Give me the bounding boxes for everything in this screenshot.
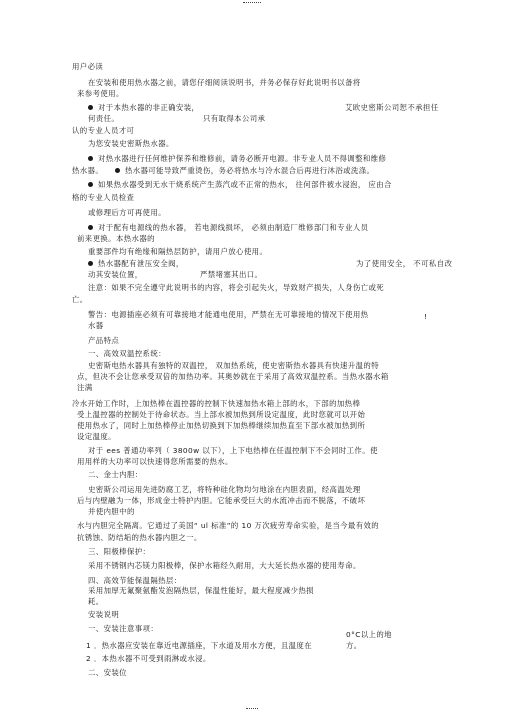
text-line-l15 — [88, 209, 166, 216]
text-line-l18 — [88, 248, 267, 255]
text-line-l39 — [88, 486, 361, 493]
line-text: 注满 — [77, 383, 93, 392]
line-text: 后与内壁融为一体，形成金士特护内胆。它能承受巨大的水流冲击而不脱落，不破坏 — [77, 496, 366, 505]
text-line-l50 — [88, 625, 158, 632]
text-line-l02 — [88, 79, 361, 86]
text-line-l40 — [77, 497, 365, 504]
text-line-l33 — [77, 411, 365, 418]
line-text: 为了使用安全， 不可私自改 — [356, 259, 453, 268]
line-text: 热水器可能导致严重烫伤，务必将热水与冷水混合后再进行沐浴或洗涤。 — [125, 166, 375, 175]
line-text: 用用样的大功率可以快速得您所需要的热水。 — [77, 457, 233, 466]
line-text: 热水器。 — [72, 166, 104, 175]
line-text: 史密斯电热水器具有独特的双温控， 双加热系统，使史密斯热水器具有快速升温的特 — [88, 361, 380, 370]
bullet-icon — [88, 261, 93, 266]
line-text: 采用加厚无氟聚氨酯发泡隔热层，保温性能好，最大程度减少热损 — [88, 586, 314, 595]
line-text: 史密斯公司运用先进防腐工艺，将特种硅化物均匀地涂在内胆表面，经高温处理 — [88, 485, 361, 494]
line-text: 一、安装注意事项： — [88, 624, 159, 633]
text-line-l04 — [88, 104, 199, 111]
line-text: 对于本热水器的非正确安装， — [98, 103, 200, 112]
line-text: 二、安装位 — [88, 668, 127, 677]
line-text: 水器 — [88, 321, 104, 330]
text-line-l41 — [88, 508, 135, 515]
line-text: 只有取得本公司承 — [203, 114, 266, 123]
line-text: 冷水开始工作时，上加热棒在温控器的控制下快速加热水箱上部的水，下部的加热棒 — [72, 399, 361, 408]
text-line-l29 — [88, 362, 379, 369]
line-text: 用户必读 — [72, 62, 104, 71]
line-text: 来参考使用。 — [77, 89, 124, 98]
line-text: 何责任。 — [88, 114, 120, 123]
text-line-l45 — [88, 562, 361, 569]
text-line-l07 — [203, 115, 265, 122]
line-text: 注意：如果不完全遵守此说明书的内容，将会引起失火，导致财产损失，人身伤亡或死 — [88, 283, 385, 292]
text-line-l13 — [88, 181, 392, 188]
line-text: 三、阳极棒保护： — [88, 547, 151, 556]
line-text: 设定温度。 — [77, 432, 116, 441]
bullet-icon — [88, 156, 93, 161]
text-line-l48 — [88, 598, 104, 605]
text-line-l52 — [86, 642, 312, 649]
text-line-l31 — [77, 384, 93, 391]
text-line-l17 — [77, 235, 155, 242]
line-text: 格的专业人员检查 — [72, 193, 135, 202]
line-text: 1 ．热水器应安装在靠近电源插座，下水道及用水方便，且温度在 — [86, 641, 312, 650]
text-line-l42 — [77, 522, 379, 529]
text-line-l22 — [200, 271, 262, 278]
line-text: 抗锈蚀、防结垢的热水器内胆之一。 — [77, 533, 202, 542]
line-text: 对于 ees 普通功率列（ 3800w 以下），上下电热棒在任温控制下不会同时工作。使 — [88, 446, 378, 455]
text-line-l34 — [77, 422, 365, 429]
bullet-icon — [115, 168, 120, 173]
text-line-l51 — [346, 631, 392, 638]
text-line-l21 — [88, 271, 143, 278]
line-text: 警告：电源插座必须有可靠接地才能通电使用，严禁在无可靠接地的情况下使用热 — [88, 310, 369, 319]
text-line-l53 — [346, 642, 362, 649]
text-line-l16 — [88, 224, 368, 231]
text-line-l27 — [88, 337, 119, 344]
text-line-l54 — [86, 655, 211, 662]
text-line-l26 — [88, 322, 104, 329]
line-text: 产品特点 — [88, 336, 120, 345]
line-text: 热水器配有泄压安全阀， — [98, 259, 184, 268]
line-text: 艾欧史密斯公司恕不承担任 — [345, 103, 439, 112]
line-text: 方。 — [346, 641, 362, 650]
bullet-icon — [88, 105, 93, 110]
line-text: 耗。 — [88, 597, 104, 606]
line-text: 在安装和使用热水器之前，请您仔细阅读说明书，并务必保存好此说明书以备将 — [88, 78, 361, 87]
line-text: 0°C以上的地 — [346, 630, 392, 639]
text-line-l30 — [77, 373, 389, 380]
line-text: 并使内胆中的 — [88, 507, 135, 516]
text-line-l32 — [72, 400, 360, 407]
text-line-l25 — [88, 311, 368, 318]
text-line-l06 — [88, 115, 119, 122]
line-text: 2 ．本热水器不可受到雨淋或水浸。 — [86, 654, 211, 663]
line-text: 或修理后方可再使用。 — [88, 208, 166, 217]
line-text: 使用热水了，同时上加热棒停止加热切换到下加热棒继续加热直至下部水被加热到所 — [77, 421, 366, 430]
text-line-l12 — [115, 167, 374, 174]
text-line-l35 — [77, 433, 116, 440]
line-text: 严禁堵塞其出口。 — [200, 270, 263, 279]
text-line-l36 — [88, 447, 378, 454]
line-text: 为您安装史密斯热水器。 — [88, 139, 174, 148]
header-dotted-mark — [243, 2, 261, 3]
text-line-l23 — [88, 284, 384, 291]
margin-exclamation: ! — [424, 312, 428, 321]
text-line-l24 — [72, 296, 88, 303]
line-text: 亡。 — [72, 295, 88, 304]
line-text: 一、高效双温控系统： — [88, 349, 166, 358]
line-text: 对于配有电源线的热水器， 若电源线损坏， 必须由制造厂维修部门和专业人员 — [98, 223, 369, 232]
text-line-l55 — [88, 669, 127, 676]
line-text: 安装说明 — [88, 610, 120, 619]
line-text: 水与内胆完全隔离。它通过了美国“ ul 标准”的 10 万次疲劳寿命实验，是当今最有效的 — [77, 521, 380, 530]
line-text: 受上温控器的控制处于待命状态。当上部水被加热到所设定温度，此时您就可以开始 — [77, 410, 366, 419]
text-line-l10 — [88, 155, 386, 162]
text-line-l11 — [72, 167, 103, 174]
line-text: 前来更换。本热水器的 — [77, 234, 155, 243]
text-line-l37 — [77, 458, 233, 465]
line-text: 重要部件均有绝缘和隔热层防护，请用户放心使用。 — [88, 247, 268, 256]
line-text: 如果热水器受到无水干烧系统产生蒸汽或不正常的热水， 往何部件被水浸泡， 应由合 — [98, 180, 392, 189]
line-text: 二、金士内胆： — [88, 470, 143, 479]
text-line-l09 — [88, 140, 174, 147]
line-text: 认的专业人员才可 — [72, 126, 135, 135]
bullet-icon — [88, 225, 93, 230]
text-line-l14 — [72, 194, 134, 201]
text-line-l44 — [88, 548, 150, 555]
text-line-l03 — [77, 90, 124, 97]
footer-dotted-mark — [246, 708, 258, 709]
text-line-l46 — [88, 577, 182, 584]
text-line-l49 — [88, 611, 119, 618]
text-line-l01 — [72, 63, 103, 70]
line-text: 对热水器进行任何维护保养和维修前，请务必断开电源。非专业人员不得调整和维修 — [98, 154, 387, 163]
line-text: 点，但决不会让您承受双倍的加热功率。其奥妙就在于采用了高效双温控系。当热水器水箱 — [77, 372, 389, 381]
text-line-l19 — [88, 260, 184, 267]
text-line-l38 — [88, 471, 143, 478]
text-line-l08 — [72, 127, 134, 134]
text-line-l28 — [88, 350, 166, 357]
line-text: 四、高效节能保温隔热层： — [88, 576, 182, 585]
text-line-l05 — [345, 104, 439, 111]
bullet-icon — [88, 182, 93, 187]
line-text: 采用不锈钢内芯镁力阳极棒，保护水箱经久耐用，大大延长热水器的使用寿命。 — [88, 561, 361, 570]
text-line-l47 — [88, 587, 314, 594]
text-line-l43 — [77, 534, 202, 541]
line-text: 动其安装位置， — [88, 270, 143, 279]
text-line-l20 — [356, 260, 452, 267]
